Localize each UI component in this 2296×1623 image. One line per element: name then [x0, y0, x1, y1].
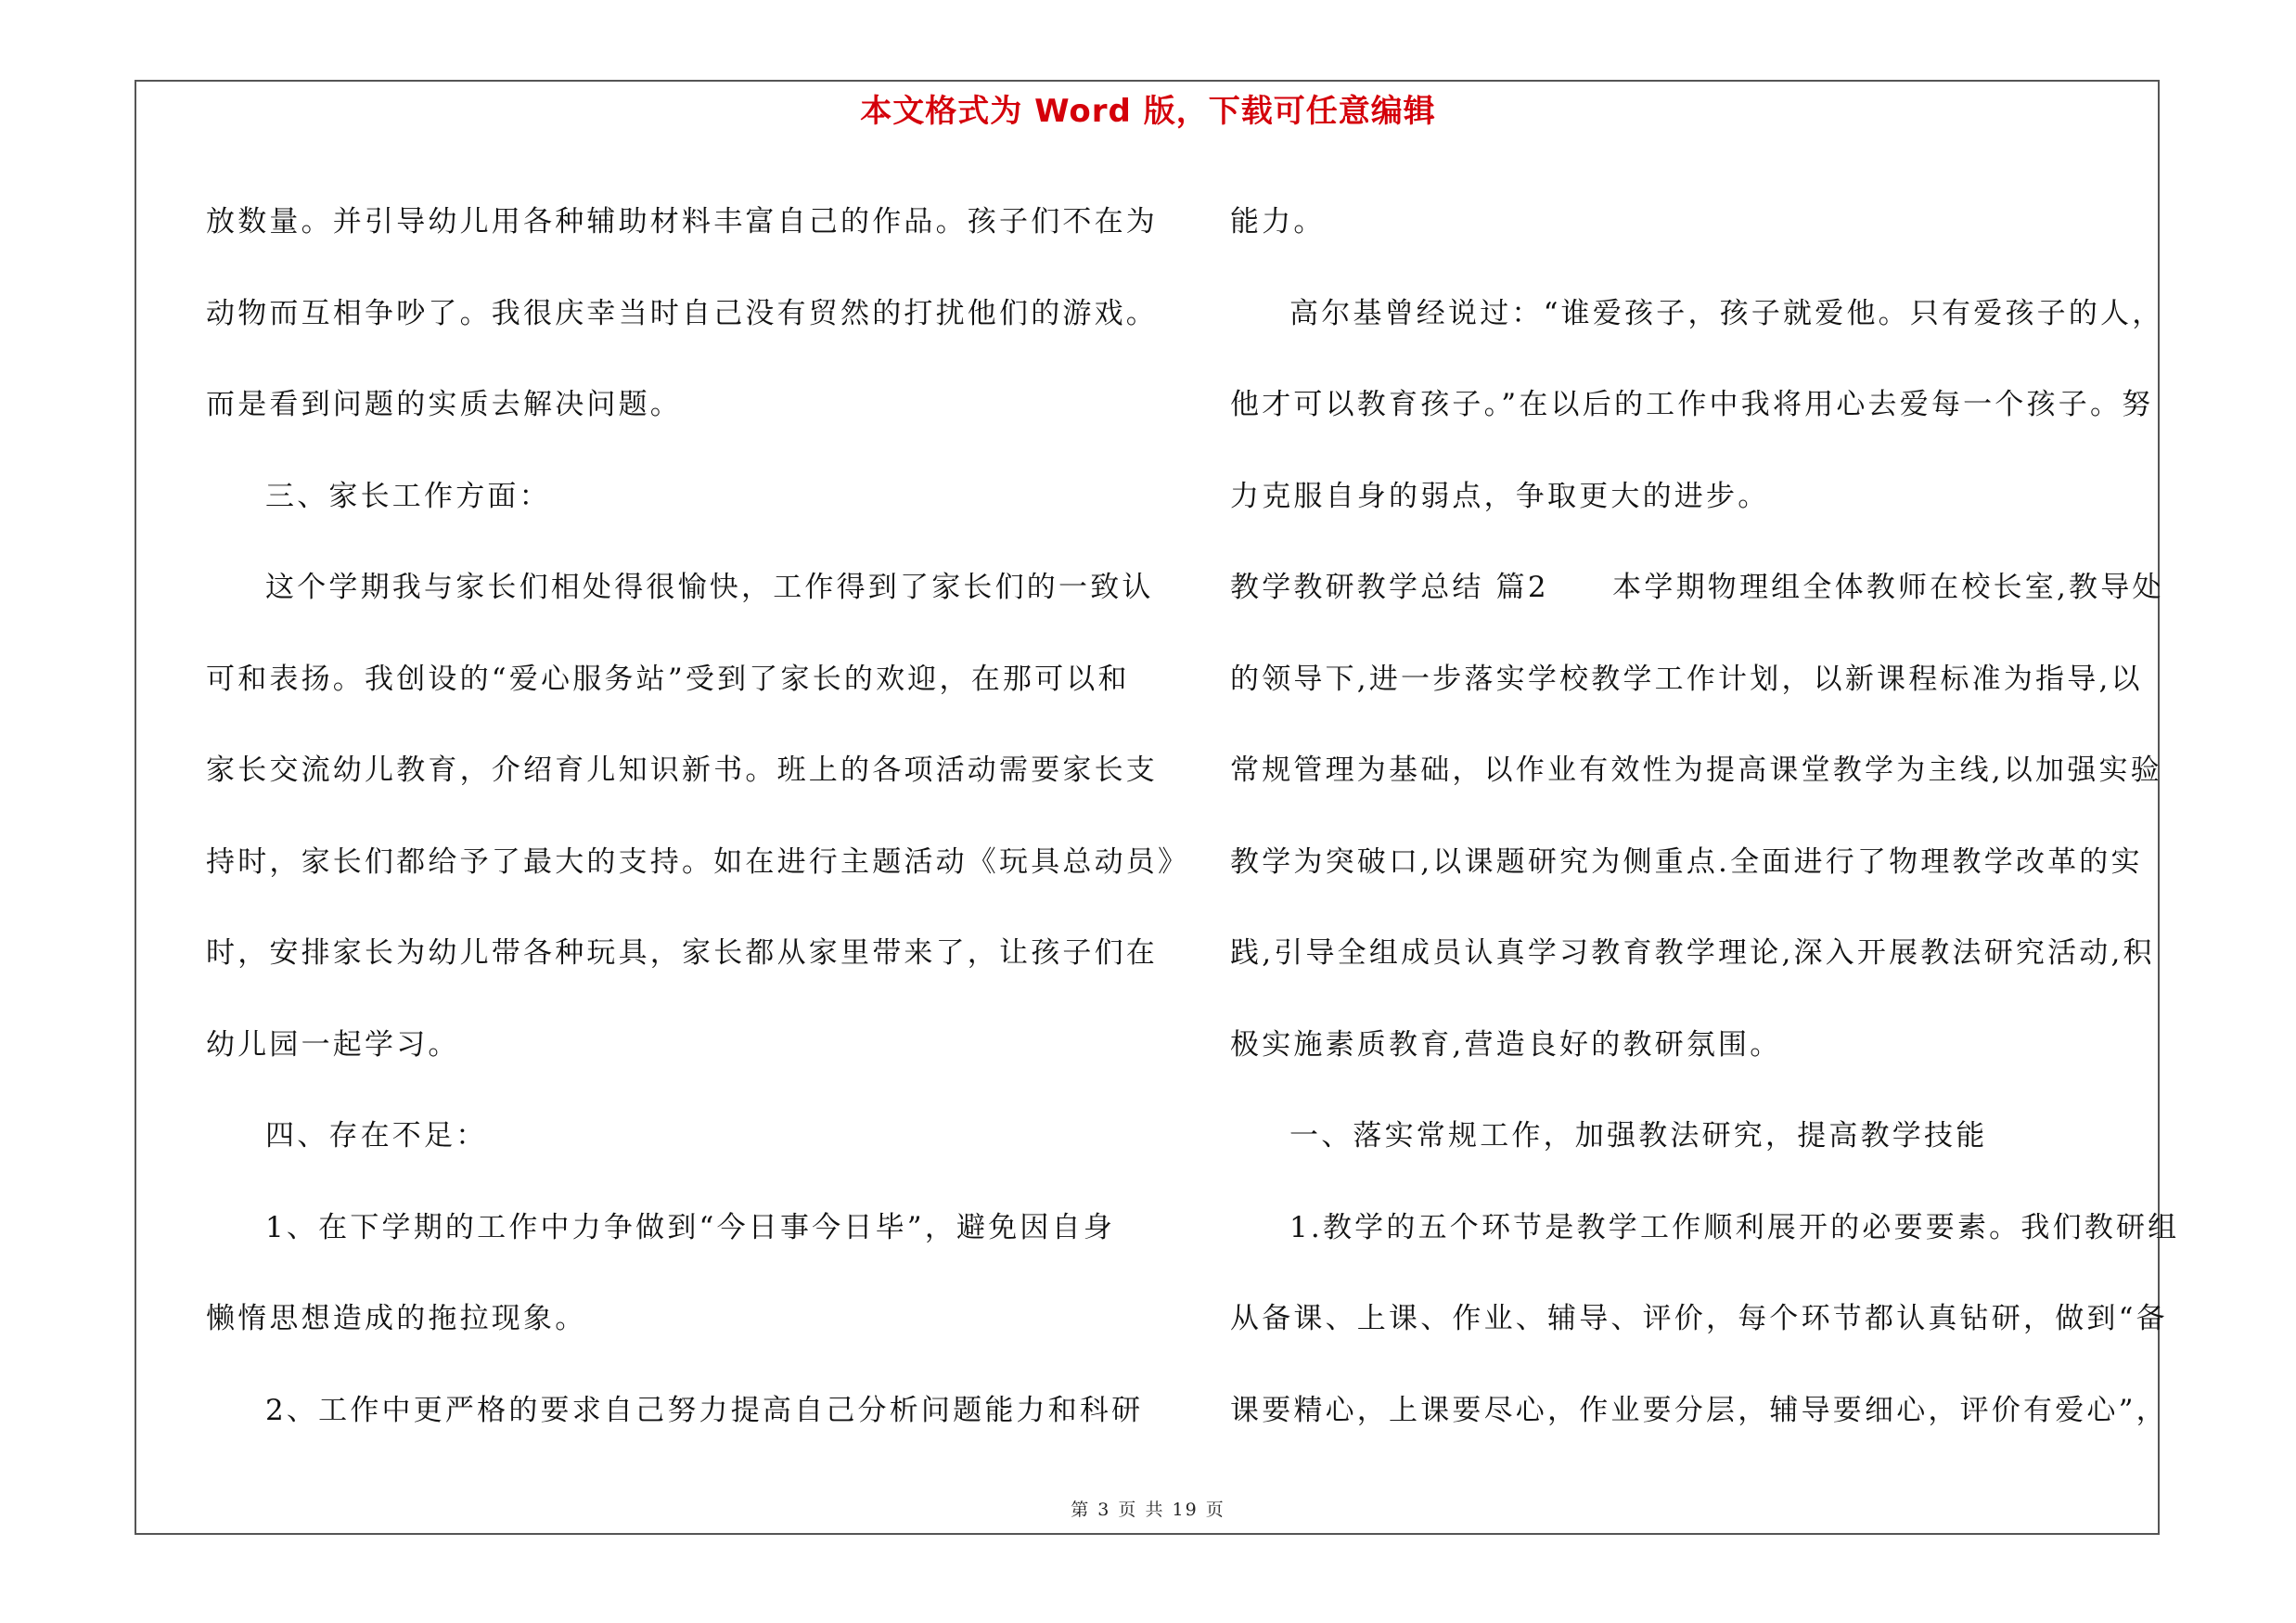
right-column — [1230, 176, 2180, 1456]
text-line: 三、家长工作方面： — [265, 479, 551, 513]
text-line: 教学为突破口,以课题研究为侧重点.全面进行了物理教学改革的实 — [1230, 844, 2143, 879]
text-line: 的领导下,进一步落实学校教学工作计划，以新课程标准为指导,以 — [1230, 662, 2143, 696]
text-line: 放数量。并引导幼儿用各种辅助材料丰富自己的作品。孩子们不在为 — [206, 205, 1158, 238]
text-line: 2、工作中更严格的要求自己努力提高自己分析问题能力和科研 — [265, 1393, 1144, 1427]
text-line: 教学教研教学总结 篇2 本学期物理组全体教师在校长室,教导处 — [1230, 571, 2164, 604]
page-footer: 第 3 页 共 19 页 — [1071, 1500, 1225, 1520]
text-line: 他才可以教育孩子。”在以后的工作中我将用心去爱每一个孩子。努 — [1230, 388, 2154, 421]
header-banner: 本文格式为 Word 版，下载可任意编辑 — [860, 93, 1436, 130]
text-line: 高尔基曾经说过：“谁爱孩子，孩子就爱他。只有爱孩子的人， — [1289, 296, 2164, 330]
text-line: 能力。 — [1230, 205, 1326, 238]
text-line: 持时，家长们都给予了最大的支持。如在进行主题活动《玩具总动员》 — [206, 844, 1190, 879]
text-line: 课要精心，上课要尽心，作业要分层，辅导要细心，评价有爱心”， — [1230, 1393, 2168, 1427]
text-line: 可和表扬。我创设的“爱心服务站”受到了家长的欢迎，在那可以和 — [206, 662, 1130, 696]
text-line: 家长交流幼儿教育，介绍育儿知识新书。班上的各项活动需要家长支 — [206, 754, 1158, 787]
text-line: 从备课、上课、作业、辅导、评价，每个环节都认真钻研，做到“备 — [1230, 1302, 2168, 1335]
text-line: 时，安排家长为幼儿带各种玩具，家长都从家里带来了，让孩子们在 — [206, 936, 1158, 970]
text-line: 极实施素质教育,营造良好的教研氛围。 — [1230, 1027, 1782, 1062]
text-line: 践,引导全组成员认真学习教育教学理论,深入开展教法研究活动,积 — [1230, 936, 2155, 970]
text-line: 而是看到问题的实质去解决问题。 — [206, 388, 682, 421]
text-line: 一、落实常规工作，加强教法研究，提高教学技能 — [1289, 1119, 1988, 1153]
text-line: 动物而互相争吵了。我很庆幸当时自己没有贸然的打扰他们的游戏。 — [206, 296, 1158, 330]
left-column — [206, 176, 1190, 1456]
text-line: 常规管理为基础，以作业有效性为提高课堂教学为主线,以加强实验 — [1230, 754, 2162, 787]
text-line: 这个学期我与家长们相处得很愉快，工作得到了家长们的一致认 — [265, 571, 1154, 604]
text-line: 幼儿园一起学习。 — [206, 1027, 460, 1062]
text-line: 力克服自身的弱点，争取更大的进步。 — [1230, 479, 1770, 513]
text-line: 懒惰思想造成的拖拉现象。 — [206, 1302, 587, 1335]
text-line: 1.教学的五个环节是教学工作顺利展开的必要要素。我们教研组 — [1289, 1210, 2180, 1244]
text-line: 1、在下学期的工作中力争做到“今日事今日毕”，避免因自身 — [265, 1210, 1116, 1244]
text-line: 四、存在不足： — [265, 1119, 488, 1153]
